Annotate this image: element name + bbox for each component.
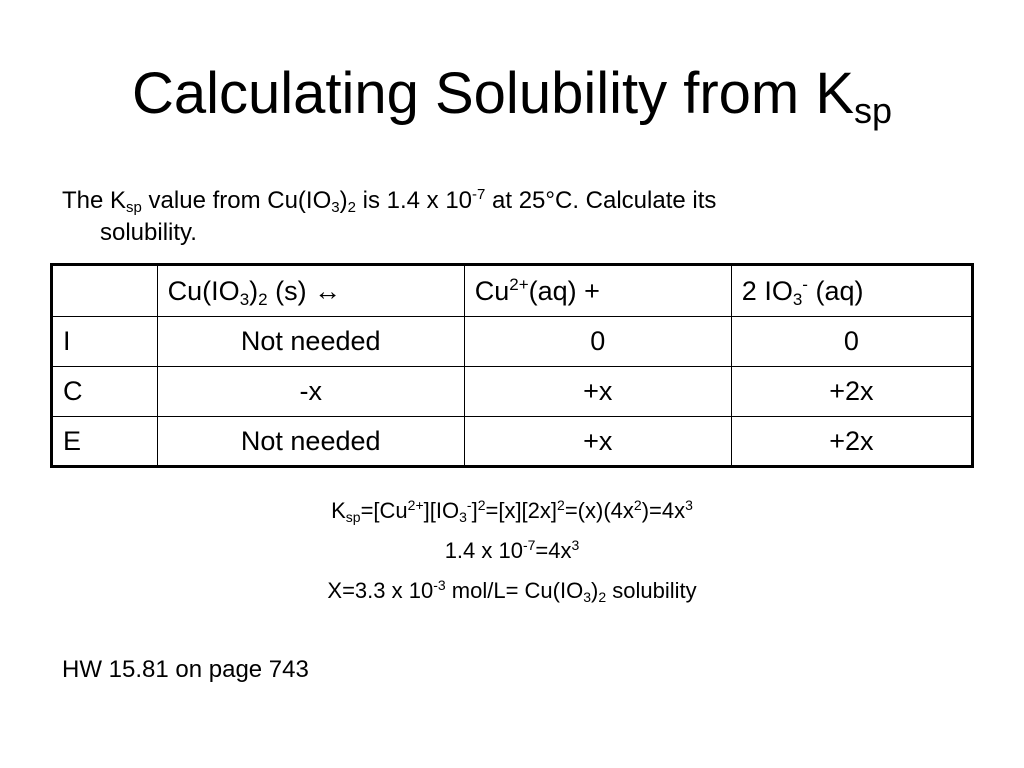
ice-row-initial: [52, 317, 973, 367]
ksp-expression: $K_{sp}=[Cu^{2+}][IO_3^-]^2=[x][2x]^2=(x)(4x^2)=4x^3$: [331, 497, 693, 525]
ice-row-equilibrium: [52, 417, 973, 467]
ice-header-row: [52, 265, 973, 317]
calculation-work: [0, 493, 1024, 613]
io3-value: +2x: [731, 417, 972, 467]
io3-value: +2x: [731, 367, 972, 417]
ksp-value-equation: 1.4 x $10^{-7}=4x^3$: [444, 537, 580, 563]
header-corner-cell: [52, 265, 158, 317]
ice-row-change: [52, 367, 973, 417]
row-label: I: [52, 317, 158, 367]
slide-title: Calculating Solubility from $K_{sp}$: [131, 61, 893, 131]
header-io3-cell: 2 $IO_3^-$ (aq): [731, 265, 972, 317]
solid-value: Not needed: [157, 317, 464, 367]
cu-value: +x: [464, 417, 731, 467]
cu-value: +x: [464, 367, 731, 417]
header-cu-cell: $Cu^{2+}(aq)$ +: [464, 265, 731, 317]
problem-line-2: solubility.: [100, 219, 197, 246]
homework-note: HW 15.81 on page 743: [62, 656, 309, 683]
row-label: E: [52, 417, 158, 467]
problem-statement: [62, 184, 942, 250]
solubility-result: X=3.3 x $10^{-3}$ $mol/L= Cu(IO_3)_2$ solubility: [327, 577, 697, 605]
solid-value: -x: [157, 367, 464, 417]
header-solid-cell: $Cu(IO_3)_2$ (s) ↔: [157, 265, 464, 317]
io3-value: 0: [731, 317, 972, 367]
title-subscript: sp: [854, 90, 893, 131]
ice-table: [50, 263, 974, 468]
row-label: C: [52, 367, 158, 417]
problem-line-1: The $K_{sp}$ value from $Cu(IO_3)_2$ is 1.4 x $10^{-7}$ at 25°C. Calculate its: [62, 186, 717, 216]
cu-value: 0: [464, 317, 731, 367]
solid-value: Not needed: [157, 417, 464, 467]
